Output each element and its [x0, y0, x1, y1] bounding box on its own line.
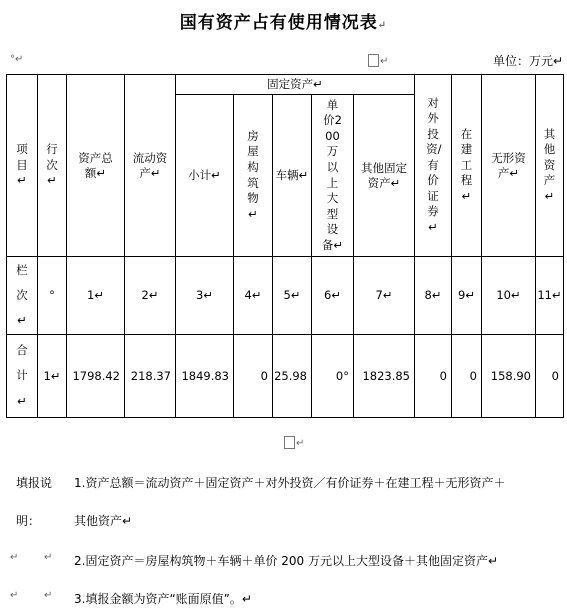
header-row-1	[7, 75, 564, 95]
header-row-no: 行次↵	[38, 75, 67, 257]
header-subtotal: 小计↵	[176, 95, 234, 257]
column-index-cell: 2↵	[125, 257, 176, 335]
title-text: 国有资产占有使用情况表	[179, 13, 378, 33]
column-index-label: 栏次↵	[7, 257, 38, 335]
total-cell: 0	[536, 335, 564, 418]
header-other-fixed: 其他固定资产↵	[354, 95, 415, 257]
column-index-cell: 10↵	[482, 257, 536, 335]
table-anchor-box	[368, 54, 379, 67]
column-index-cell: 4↵	[234, 257, 273, 335]
header-large-equipment: 单价200万以上大型设备↵	[312, 95, 354, 257]
total-cell: 1798.42	[67, 335, 125, 418]
mid-paragraph-mark: ↵	[296, 438, 305, 449]
column-index-cell: 7↵	[354, 257, 415, 335]
column-index-cell: 1↵	[67, 257, 125, 335]
header-fixed-assets: 固定资产↵	[176, 75, 415, 95]
top-left-mark: °↵	[10, 54, 24, 65]
header-current-assets: 流动资产↵	[125, 75, 176, 257]
total-row-no: 1↵	[38, 335, 67, 418]
total-cell: 1823.85	[354, 335, 415, 418]
column-index-cell: 9↵	[452, 257, 482, 335]
column-index-cell: 5↵	[273, 257, 312, 335]
total-label: 合计↵	[7, 335, 38, 418]
title-paragraph-mark: ↵	[377, 20, 388, 31]
total-cell: 25.98	[273, 335, 312, 418]
paragraph-mark: ↵	[44, 552, 53, 563]
header-other-assets: 其他资产↵	[536, 75, 564, 257]
column-index-cell: 11↵	[536, 257, 564, 335]
unit-line	[8, 52, 563, 70]
anchor-paragraph-mark: ↵	[380, 56, 389, 67]
header-investments: 对外投资/有价证券↵	[415, 75, 452, 257]
total-cell: 0	[234, 335, 273, 418]
total-row	[7, 335, 564, 418]
note-line-1-continued: 其他资产↵	[74, 514, 133, 528]
paragraph-mark: ↵	[10, 552, 19, 563]
header-vehicles: 车辆↵	[273, 95, 312, 257]
header-item: 项目↵	[7, 75, 38, 257]
note-line-3: 3.填报金额为资产“账面原值”。↵	[74, 592, 252, 606]
notes-label-line1: 填报说	[16, 476, 53, 490]
paragraph-mark: ↵	[10, 590, 19, 601]
mid-anchor-box	[284, 436, 295, 449]
total-cell: 0	[415, 335, 452, 418]
column-index-row	[7, 257, 564, 335]
header-construction: 在建工程↵	[452, 75, 482, 257]
note-line-1: 1.资产总额＝流动资产＋固定资产＋对外投资／有价证券＋在建工程＋无形资产＋	[74, 476, 506, 490]
header-intangible: 无形资产↵	[482, 75, 536, 257]
column-index-cell: 3↵	[176, 257, 234, 335]
column-index-cell: 8↵	[415, 257, 452, 335]
column-index-cell: 6↵	[312, 257, 354, 335]
total-cell: 158.90	[482, 335, 536, 418]
note-line-2: 2.固定资产＝房屋构筑物＋车辆＋单价 200 万元以上大型设备＋其他固定资产↵	[74, 554, 499, 568]
page-title	[0, 8, 567, 33]
header-buildings: 房屋构筑物↵	[234, 95, 273, 257]
total-cell: 218.37	[125, 335, 176, 418]
column-index-row-no: °	[38, 257, 67, 335]
total-cell: 0°	[312, 335, 354, 418]
total-cell: 0	[452, 335, 482, 418]
paragraph-mark: ↵	[44, 590, 53, 601]
header-total-assets: 资产总额↵	[67, 75, 125, 257]
asset-table	[6, 74, 564, 418]
notes-label-line2: 明：	[16, 514, 41, 528]
total-cell: 1849.83	[176, 335, 234, 418]
unit-label: 单位：万元↵	[492, 54, 563, 68]
